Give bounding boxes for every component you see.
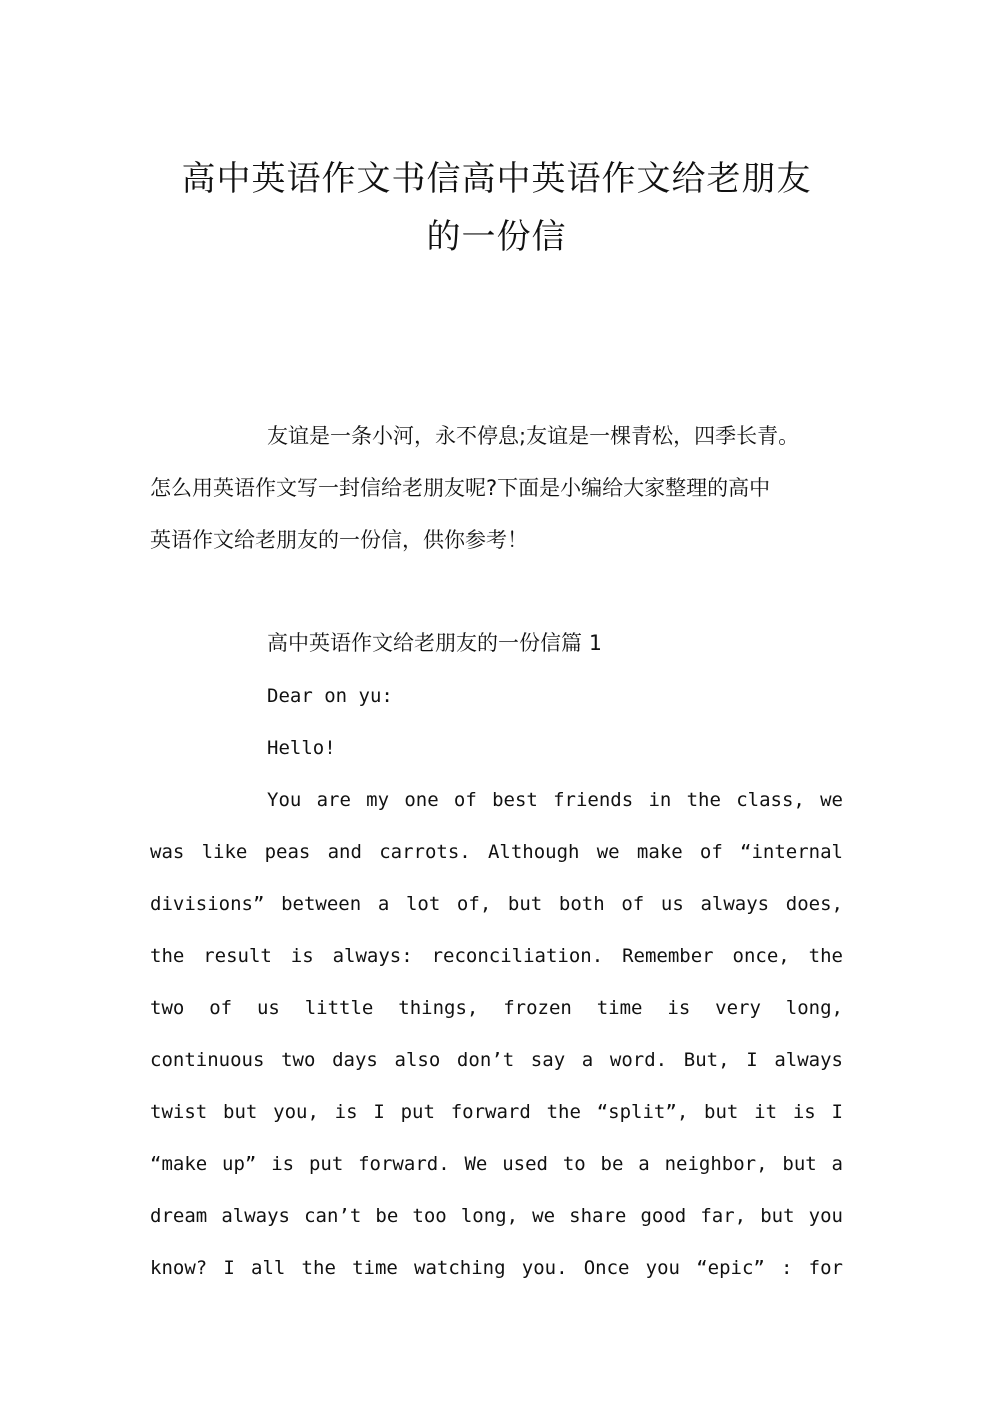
- section-heading: [267, 617, 601, 669]
- body-line: divisions” between a lot of, but both of us always does,: [150, 893, 843, 915]
- intro-line-1: 友谊是一条小河，永不停息;友谊是一棵青松，四季长青。: [267, 424, 800, 448]
- body-line: know? I all the time watching you. Once you “epic” : for: [150, 1257, 843, 1279]
- intro-line-3: 英语作文给老朋友的一份信，供你参考！: [150, 528, 528, 552]
- body-line: was like peas and carrots. Although we make of “internal: [150, 841, 843, 863]
- title-line-2: 的一份信: [426, 217, 567, 257]
- body-line: “make up” is put forward. We used to be a neighbor, but a: [150, 1153, 843, 1175]
- section-heading-text: 高中英语作文给老朋友的一份信篇: [267, 631, 582, 655]
- section-number: 1: [588, 631, 602, 655]
- intro-paragraph: [150, 410, 843, 566]
- letter-body: [150, 774, 843, 1294]
- title-line-1: 高中英语作文书信高中英语作文给老朋友: [181, 159, 812, 199]
- document-title: [150, 150, 843, 266]
- body-line: You are my one of best friends in the class, we: [267, 789, 843, 811]
- letter-greeting: Hello!: [267, 737, 336, 759]
- body-line: two of us little things, frozen time is very long,: [150, 997, 843, 1019]
- body-line: continuous two days also don’t say a word. But, I always: [150, 1049, 843, 1071]
- body-line: twist but you, is I put forward the “split”, but it is I: [150, 1101, 843, 1123]
- body-line: the result is always: reconciliation. Remember once, the: [150, 945, 843, 967]
- body-line: dream always can’t be too long, we share good far, but you: [150, 1205, 843, 1227]
- intro-line-2: 怎么用英语作文写一封信给老朋友呢?下面是小编给大家整理的高中: [150, 476, 771, 500]
- letter-salutation: Dear on yu:: [267, 685, 393, 707]
